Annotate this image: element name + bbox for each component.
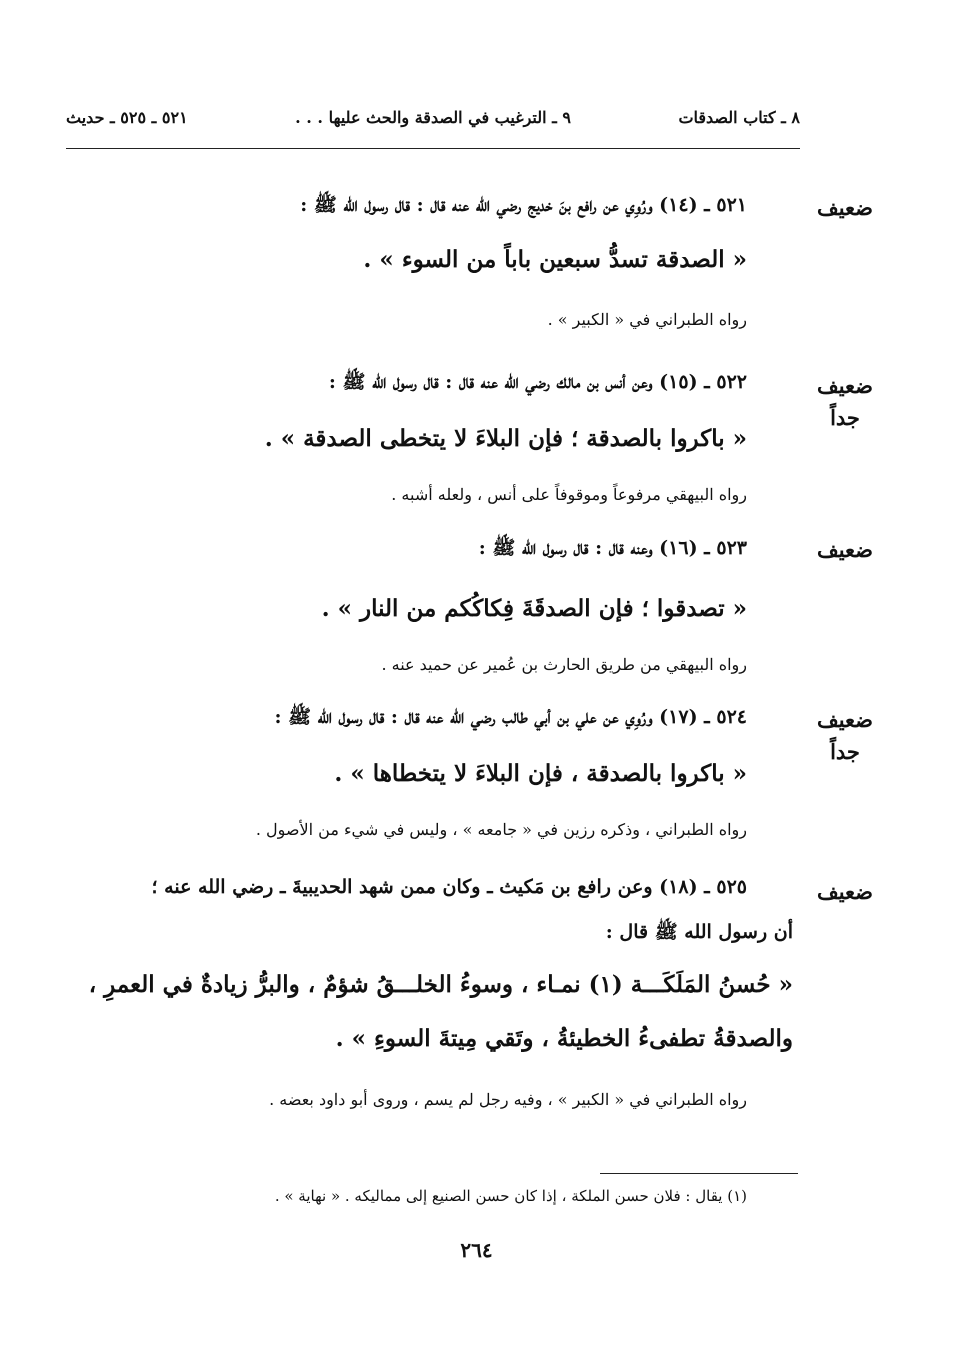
header-section: ٩ ـ الترغيب في الصدقة والحث عليها . . . — [295, 107, 571, 127]
hadith-quote: « الصدقة تسدُّ سبعين باباً من السوء » . — [363, 246, 747, 273]
header-chapter: ٨ ـ كتاب الصدقات — [678, 107, 800, 127]
hadith-intro: ٥٢٥ ـ (١٨) وعن رافع بن مَكيث ـ وكان ممن شهد الحديبيةَ ـ رضي الله عنه ؛ — [151, 876, 747, 898]
hadith-quote: « تصدقوا ؛ فإن الصدقَةَ فِكاكُكم من النار » . — [321, 595, 747, 622]
header-divider — [66, 148, 800, 149]
header-range: ٥٢١ ـ ٥٢٥ ـ حديث — [66, 107, 188, 127]
hadith-intro-continued: أن رسول الله ﷺ قال : — [605, 921, 793, 943]
hadith-source: رواه الطبراني في « الكبير » ، وفيه رجل لم يسم ، وروى أبو داود بعضه . — [269, 1090, 747, 1109]
hadith-grade: ضعيف — [816, 195, 874, 220]
footnote-divider — [600, 1173, 798, 1174]
hadith-intro: ٥٢٢ ـ (١٥) وعن أنس بن مالك رضي الله عنه قال : قال رسول الله ﷺ : — [328, 371, 747, 393]
hadith-quote: « حُسنُ المَلَكَـــة (١) نمـاء ، وسوءُ الخلـــقُ شؤمٌ ، والبرُّ زيادةٌ في العمرِ ، — [88, 971, 793, 998]
hadith-grade: ضعيف جداً — [816, 373, 874, 430]
hadith-quote: « باكروا بالصدقة ؛ فإن البلاءَ لا يتخطى الصدقة » . — [264, 425, 747, 452]
hadith-grade: ضعيف — [816, 879, 874, 904]
hadith-source: رواه البيهقي من طريق الحارث بن عُمير عن حميد عنه . — [381, 655, 747, 674]
footnote: (١) يقال : فلان حسن الملكة ، إذا كان حسن الصنيع إلى مماليكه . « نهاية » . — [274, 1187, 747, 1205]
page-number: ٢٦٤ — [460, 1238, 493, 1262]
hadith-source: رواه الطبراني في « الكبير » . — [547, 310, 747, 329]
hadith-grade: ضعيف جداً — [816, 707, 874, 764]
hadith-source: رواه البيهقي مرفوعاً وموقوفاً على أنس ، ولعله أشبه . — [391, 485, 747, 504]
hadith-intro: ٥٢٤ ـ (١٧) ورُوِي عن علي بن أبي طالب رضي الله عنه قال : قال رسول الله ﷺ : — [274, 706, 747, 728]
hadith-grade: ضعيف — [816, 537, 874, 562]
hadith-quote: « باكروا بالصدقة ، فإن البلاءَ لا يتخطاها » . — [334, 760, 747, 787]
hadith-quote-continued: والصدقةُ تطفىءُ الخطيئةُ ، وتَقي مِيتةَ السوءِ » . — [335, 1025, 793, 1052]
running-header — [66, 100, 800, 134]
hadith-source: رواه الطبراني ، وذكره رزين في « جامعه » ، وليس في شيء من الأصول . — [255, 820, 747, 839]
hadith-intro: ٥٢٣ ـ (١٦) وعنه قال : قال رسول الله ﷺ : — [478, 537, 747, 559]
hadith-intro: ٥٢١ ـ (١٤) ورُوِي عن رافع بنَ خديج رضي الله عنه قال : قال رسول الله ﷺ : — [300, 194, 747, 216]
